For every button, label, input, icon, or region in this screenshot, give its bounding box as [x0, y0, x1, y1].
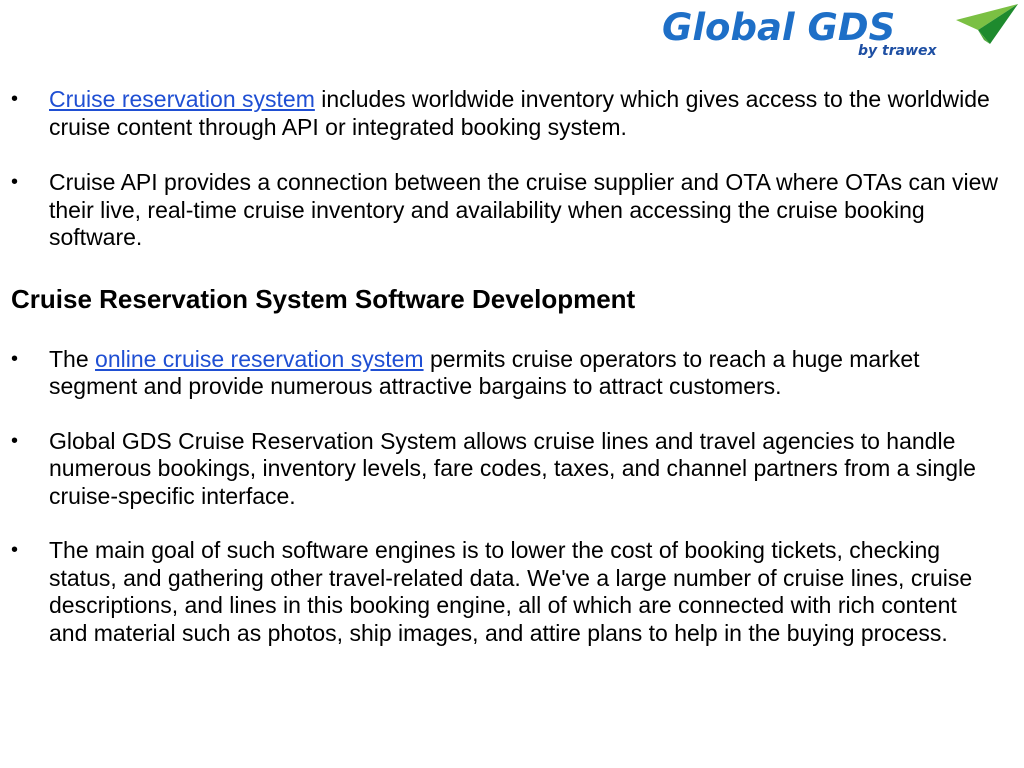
section-heading: Cruise Reservation System Software Development [11, 283, 636, 314]
bullet-text: permits cruise operators to reach a huge market segment and provide numerous attractive bargains to attract customers. [49, 345, 920, 399]
bullet-global-gds-system [0, 428, 1024, 511]
bullet-glyph: • [11, 347, 19, 370]
bullet-main-goal [0, 537, 1024, 647]
bullet-glyph: • [11, 171, 19, 193]
bullet-glyph: • [11, 88, 19, 110]
bullet-text: includes worldwide inventory which gives access to the worldwide cruise content through API or integrated booking system. [49, 86, 990, 140]
bullet-prefix: The [49, 345, 96, 372]
bullet-text: Global GDS Cruise Reservation System allows cruise lines and travel agencies to handle numerous bookings, inventory levels, fare codes, taxes, and channel partners from a single cruise-specific interface. [49, 427, 976, 509]
logo-tagline: by trawex [858, 43, 937, 59]
logo-brand-text: Global GDS [662, 6, 896, 49]
bullet-cruise-api [0, 169, 1024, 252]
slide-content [0, 86, 1024, 647]
link-online-cruise-reservation-system[interactable]: online cruise reservation system [95, 345, 424, 372]
logo-graphic [660, 2, 1020, 64]
link-cruise-reservation-system[interactable]: Cruise reservation system [49, 86, 315, 112]
bullet-online-cruise-reservation-system [0, 346, 1024, 401]
paper-plane-icon [956, 4, 1018, 44]
bullet-glyph: • [11, 539, 19, 561]
bullet-text: The main goal of such software engines is to lower the cost of booking tickets, checking status, and gathering other travel-related data. We've a large number of cruise lines, cruise descriptions, and lines in this booking engine, all of which are connected with rich content and material such as photos, ship images, and attire plans to help in the buying process. [49, 537, 973, 646]
bullet-text: Cruise API provides a connection between the cruise supplier and OTA where OTAs can view their live, real-time cruise inventory and availability when accessing the cruise booking software. [49, 169, 999, 250]
global-gds-logo [660, 2, 1020, 64]
bullet-cruise-reservation-system [0, 86, 1024, 141]
bullet-glyph: • [11, 429, 19, 452]
